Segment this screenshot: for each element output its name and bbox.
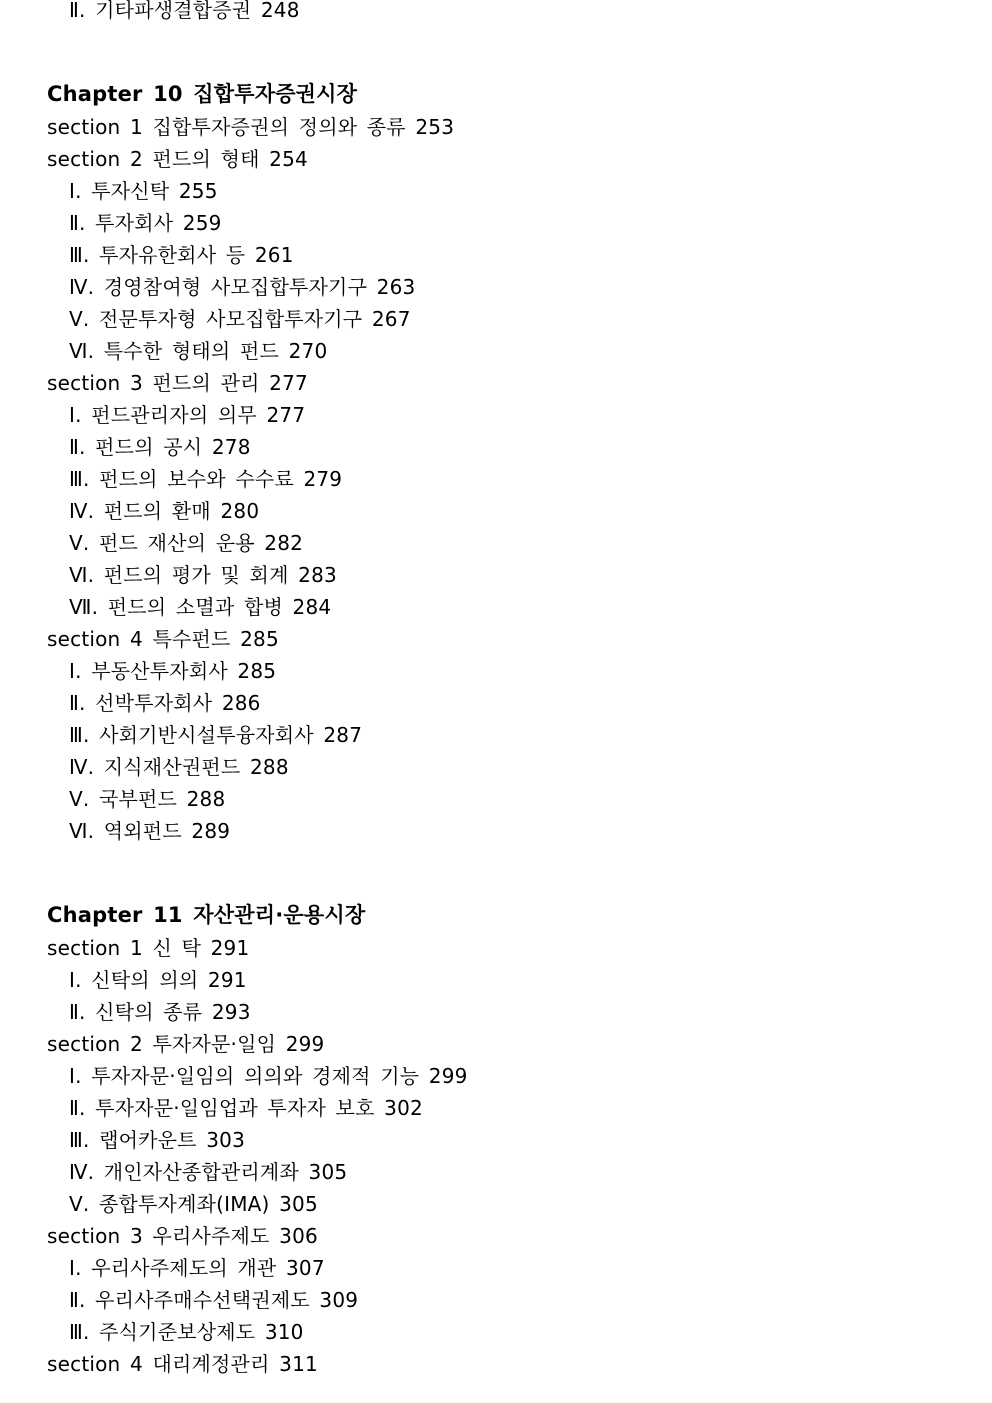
toc-item: Ⅴ. 국부펀드 288 [69,787,226,811]
toc-item: Ⅱ. 투자자문·일임업과 투자자 보호 302 [69,1096,423,1120]
toc-item: Ⅰ. 투자신탁 255 [69,179,218,203]
toc-item: Ⅵ. 특수한 형태의 펀드 270 [69,339,328,363]
toc-item: Ⅱ. 투자회사 259 [69,211,222,235]
section-heading: section 2 투자자문·일임 299 [47,1032,325,1056]
toc-item: Ⅱ. 신탁의 종류 293 [69,1000,251,1024]
section-heading: section 1 집합투자증권의 정의와 종류 253 [47,115,455,139]
toc-item: Ⅰ. 신탁의 의의 291 [69,968,247,992]
table-of-contents [47,0,947,1380]
toc-item: Ⅱ. 기타파생결합증권 248 [69,0,300,22]
toc-item: Ⅱ. 우리사주매수선택권제도 309 [69,1288,359,1312]
toc-item: Ⅲ. 사회기반시설투융자회사 287 [69,723,363,747]
section-heading: section 1 신 탁 291 [47,936,250,960]
toc-item: Ⅳ. 경영참여형 사모집합투자기구 263 [69,275,416,299]
chapter-heading: Chapter 10 집합투자증권시장 [47,82,358,106]
toc-item: Ⅴ. 전문투자형 사모집합투자기구 267 [69,307,411,331]
toc-item: Ⅲ. 랩어카운트 303 [69,1128,246,1152]
section-heading: section 3 우리사주제도 306 [47,1224,318,1248]
chapter-heading: Chapter 11 자산관리·운용시장 [47,903,366,927]
toc-item: Ⅳ. 개인자산종합관리계좌 305 [69,1160,348,1184]
toc-item: Ⅰ. 우리사주제도의 개관 307 [69,1256,325,1280]
section-heading: section 4 대리계정관리 311 [47,1352,318,1376]
toc-item: Ⅳ. 펀드의 환매 280 [69,499,260,523]
toc-item: Ⅵ. 역외펀드 289 [69,819,231,843]
toc-item: Ⅶ. 펀드의 소멸과 합병 284 [69,595,332,619]
toc-item: Ⅵ. 펀드의 평가 및 회계 283 [69,563,337,587]
toc-item: Ⅰ. 투자자문·일임의 의의와 경제적 기능 299 [69,1064,468,1088]
section-heading: section 3 펀드의 관리 277 [47,371,308,395]
toc-item: Ⅰ. 펀드관리자의 의무 277 [69,403,306,427]
toc-item: Ⅱ. 선박투자회사 286 [69,691,261,715]
toc-item: Ⅳ. 지식재산권펀드 288 [69,755,289,779]
toc-item: Ⅲ. 주식기준보상제도 310 [69,1320,304,1344]
section-heading: section 2 펀드의 형태 254 [47,147,308,171]
toc-item: Ⅴ. 종합투자계좌(IMA) 305 [69,1192,318,1216]
section-heading: section 4 특수펀드 285 [47,627,279,651]
toc-item: Ⅱ. 펀드의 공시 278 [69,435,251,459]
toc-item: Ⅲ. 펀드의 보수와 수수료 279 [69,467,343,491]
toc-item: Ⅴ. 펀드 재산의 운용 282 [69,531,304,555]
toc-item: Ⅲ. 투자유한회사 등 261 [69,243,294,267]
toc-item: Ⅰ. 부동산투자회사 285 [69,659,277,683]
